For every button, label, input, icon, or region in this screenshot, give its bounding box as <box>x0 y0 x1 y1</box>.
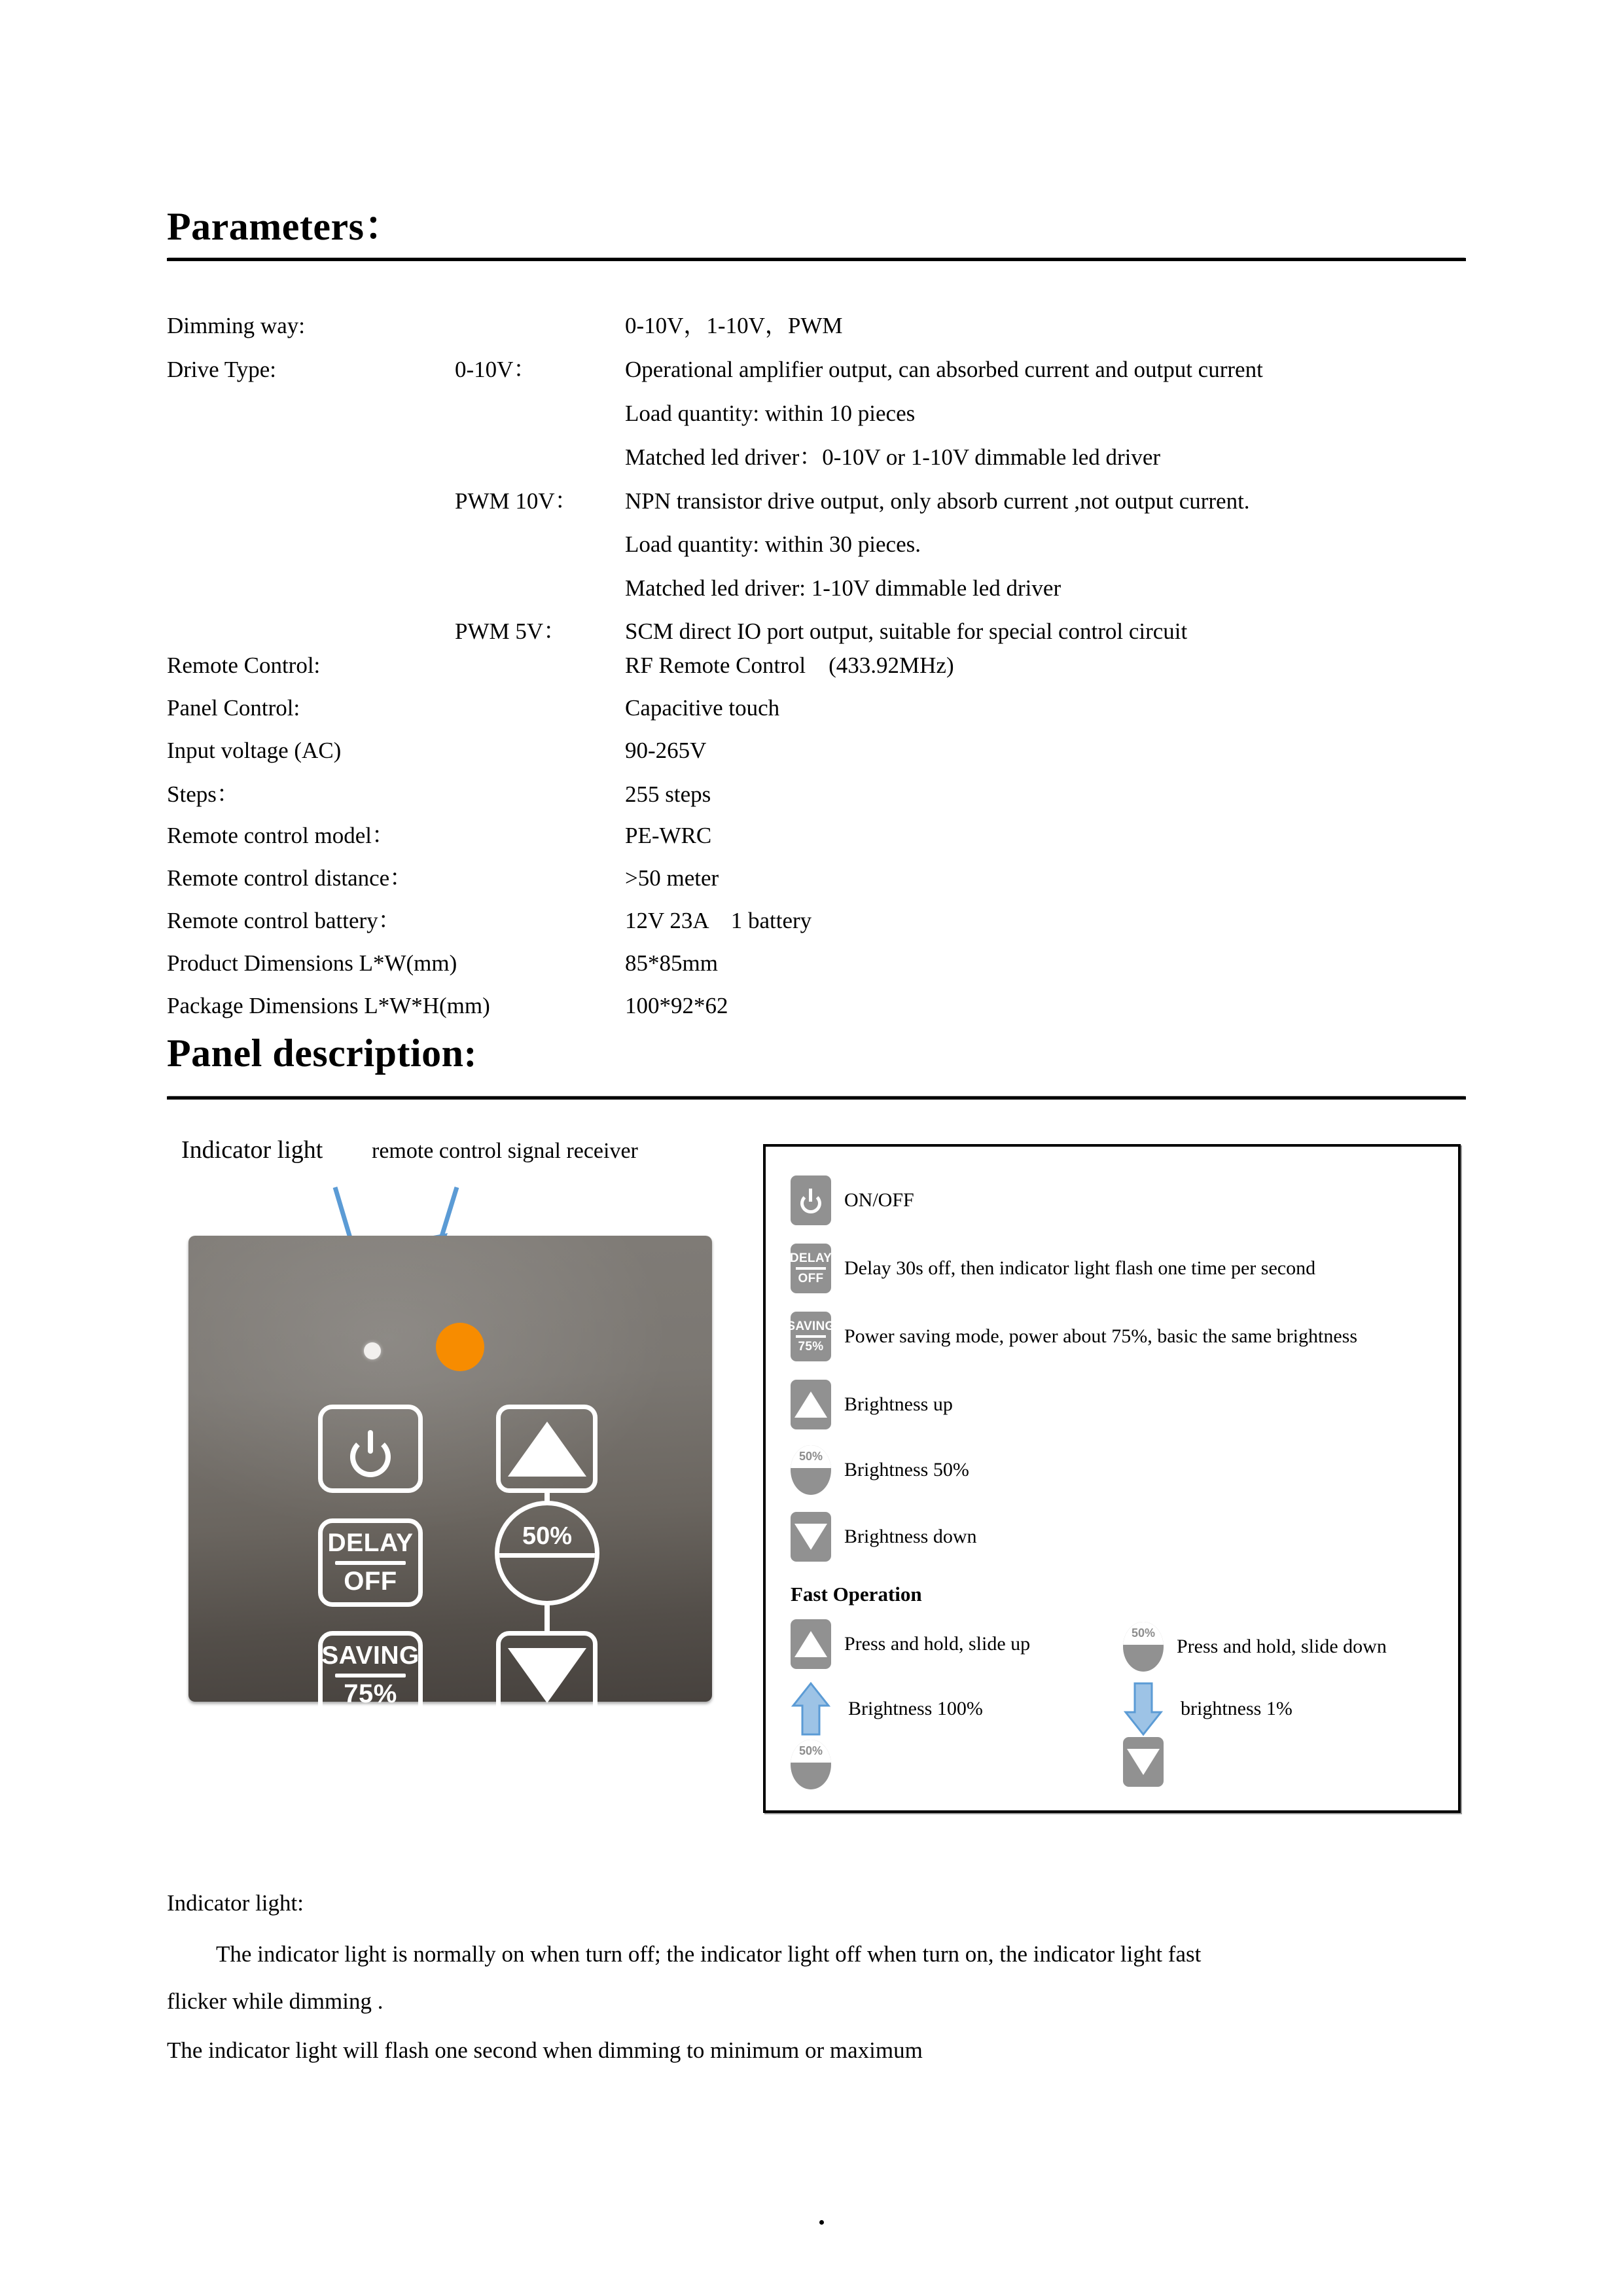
panel-brightness-down-button[interactable] <box>496 1631 597 1719</box>
callout-indicator-light: Indicator light <box>181 1136 323 1164</box>
spec-value: SCM direct IO port output, suitable for special control circuit <box>625 619 1188 644</box>
spec-value: Matched led driver：0-10V or 1-10V dimmable led driver <box>625 444 1161 470</box>
spec-value: 12V 23A 1 battery <box>625 908 812 933</box>
legend-row-slide-down-target <box>1123 1737 1164 1787</box>
triangle-up-icon <box>791 1380 831 1429</box>
spec-row <box>167 437 1469 478</box>
spec-row <box>167 815 1469 857</box>
dial-50-icon <box>791 1445 831 1495</box>
legend-row-onoff <box>791 1175 914 1225</box>
saving-label-top: SAVING <box>321 1641 419 1670</box>
triangle-down-icon <box>1123 1737 1164 1787</box>
triangle-up-icon <box>508 1422 586 1477</box>
panel-saving-button[interactable] <box>318 1631 423 1719</box>
dial-value-label: 50% <box>522 1522 573 1550</box>
page-title-parameters: Parameters： <box>167 205 404 248</box>
panel-legend-box <box>763 1144 1461 1813</box>
notes-title: Indicator light: <box>167 1890 304 1916</box>
panel-brightness-up-button[interactable] <box>496 1405 597 1493</box>
spec-label: Steps： <box>167 781 240 807</box>
footer-mark <box>819 2220 824 2225</box>
legend-row-saving <box>787 1312 1357 1361</box>
legend-label: Brightness 100% <box>848 1698 983 1719</box>
notes-line-2: flicker while dimming . <box>167 1988 383 2014</box>
legend-row-slide-up-target <box>791 1740 831 1789</box>
triangle-down-icon <box>791 1512 831 1562</box>
panel-delay-off-button[interactable] <box>318 1518 423 1607</box>
spec-sublabel: 0-10V： <box>455 357 537 382</box>
spec-value: >50 meter <box>625 865 719 891</box>
spec-label: Product Dimensions L*W(mm) <box>167 950 457 976</box>
spec-label: Input voltage (AC) <box>167 738 342 763</box>
legend-label: Brightness up <box>844 1393 953 1415</box>
spec-label: Remote control distance： <box>167 865 413 891</box>
spec-value: 85*85mm <box>625 950 718 976</box>
dial-50-icon <box>791 1740 831 1789</box>
delay-label-bottom: OFF <box>344 1566 397 1596</box>
notes-line-1: The indicator light is normally on when turn off; the indicator light off when turn on, the indicator light fast <box>216 1941 1202 1967</box>
legend-label: Press and hold, slide up <box>844 1633 1031 1655</box>
spec-sublabel: PWM 10V： <box>455 488 578 514</box>
spec-row <box>167 730 1469 772</box>
fast-operation-title: Fast Operation <box>791 1583 922 1605</box>
parameters-divider <box>167 258 1466 261</box>
spec-value: Matched led driver: 1-10V dimmable led driver <box>625 575 1061 601</box>
spec-row <box>167 393 1469 435</box>
spec-label: Remote control battery： <box>167 908 401 933</box>
spec-label: Dimming way: <box>167 313 305 338</box>
dial-value-label: 50% <box>791 1445 831 1468</box>
legend-label: ON/OFF <box>844 1189 914 1211</box>
spec-label: Panel Control: <box>167 695 300 721</box>
dial-half-divider <box>495 1553 599 1601</box>
callout-remote-receiver: remote control signal receiver <box>372 1139 638 1163</box>
legend-row-brightness-1 <box>1123 1681 1293 1737</box>
spec-sublabel: PWM 5V： <box>455 619 567 644</box>
spec-row <box>167 645 1469 687</box>
panel-brightness-dial[interactable] <box>495 1501 599 1605</box>
spec-row <box>167 480 1469 522</box>
triangle-down-icon <box>508 1648 586 1703</box>
panel-description-divider <box>167 1096 1466 1100</box>
spec-value: 0-10V，1-10V，PWM <box>625 313 843 338</box>
legend-label: Press and hold, slide down <box>1177 1636 1387 1657</box>
spec-row <box>167 305 1469 347</box>
delay-label-top: DELAY <box>789 1251 832 1265</box>
legend-row-brightness-down <box>791 1512 977 1562</box>
legend-row-brightness-100 <box>791 1681 983 1737</box>
delay-label-bottom: OFF <box>798 1272 824 1285</box>
legend-row-delay-off <box>791 1244 1315 1293</box>
spec-value: NPN transistor drive output, only absorb current ,not output current. <box>625 488 1250 514</box>
spec-row <box>167 349 1469 391</box>
arrow-up-icon <box>791 1681 831 1737</box>
panel-power-button[interactable] <box>318 1405 423 1493</box>
dial-value-label: 50% <box>1123 1622 1164 1645</box>
spec-row <box>167 687 1469 729</box>
spec-label: Remote control model： <box>167 823 395 848</box>
spec-value: 100*92*62 <box>625 993 728 1018</box>
arrow-down-icon <box>1123 1681 1164 1737</box>
dial-connector-bottom <box>544 1604 550 1633</box>
delay-label-top: DELAY <box>327 1529 414 1558</box>
legend-label: Brightness 50% <box>844 1459 969 1480</box>
spec-value: RF Remote Control (433.92MHz) <box>625 653 954 678</box>
delay-off-icon <box>791 1244 831 1293</box>
spec-value: 90-265V <box>625 738 707 763</box>
legend-label: Brightness down <box>844 1526 977 1547</box>
spec-value: Capacitive touch <box>625 695 780 721</box>
saving-75-icon <box>787 1312 835 1361</box>
spec-value: Load quantity: within 10 pieces <box>625 401 916 426</box>
saving-label-bottom: 75% <box>798 1340 824 1354</box>
legend-label: brightness 1% <box>1181 1698 1293 1719</box>
saving-label-bottom: 75% <box>344 1679 397 1708</box>
power-icon <box>346 1425 395 1473</box>
spec-label: Drive Type: <box>167 357 277 382</box>
spec-row <box>167 942 1469 984</box>
spec-row <box>167 900 1469 942</box>
spec-row <box>167 524 1469 565</box>
indicator-light-led <box>364 1342 381 1359</box>
legend-label: Power saving mode, power about 75%, basic the same brightness <box>844 1325 1357 1347</box>
spec-label: Package Dimensions L*W*H(mm) <box>167 993 490 1018</box>
saving-divider <box>335 1674 406 1677</box>
delay-divider <box>335 1561 406 1565</box>
spec-row <box>167 857 1469 899</box>
legend-row-slide-up <box>791 1619 1030 1669</box>
page-title-panel-description: Panel description: <box>167 1031 477 1075</box>
spec-value: PE-WRC <box>625 823 712 848</box>
spec-row <box>167 774 1469 816</box>
legend-row-brightness-50 <box>791 1445 969 1495</box>
spec-row <box>167 985 1469 1027</box>
legend-label: Delay 30s off, then indicator light flash one time per second <box>844 1257 1316 1279</box>
ir-receiver-dot <box>436 1323 484 1371</box>
legend-row-slide-down <box>1123 1622 1387 1672</box>
notes-line-3: The indicator light will flash one second when dimming to minimum or maximum <box>167 2037 923 2063</box>
device-panel-image <box>188 1236 712 1708</box>
power-icon <box>791 1175 831 1225</box>
legend-row-brightness-up <box>791 1380 953 1429</box>
spec-value: Operational amplifier output, can absorbed current and output current <box>625 357 1263 382</box>
spec-value: 255 steps <box>625 781 711 807</box>
spec-label: Remote Control: <box>167 653 321 678</box>
saving-label-top: SAVING <box>787 1319 835 1333</box>
dial-value-label: 50% <box>791 1740 831 1763</box>
spec-value: Load quantity: within 30 pieces. <box>625 531 921 557</box>
dial-50-icon <box>1123 1622 1164 1672</box>
spec-row <box>167 567 1469 609</box>
triangle-up-icon <box>791 1619 831 1669</box>
